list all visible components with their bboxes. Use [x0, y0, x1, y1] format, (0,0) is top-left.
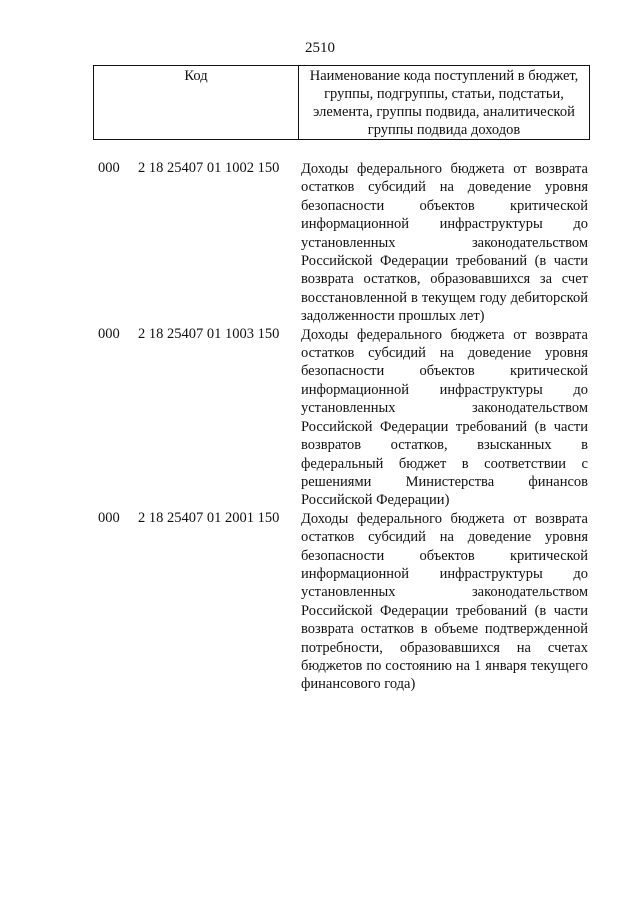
row-description: Доходы федерального бюджета от возврата остатков субсидий на доведение уровня безопасности объектов критической информационной инфраструктуры до установленных законодательством Российской Федерации требований (в части возвратов остатков, взысканных в федеральный бюджет в соответствии с решениями Министерства финансов Российской Федерации) [301, 326, 588, 509]
row-admin-code: 000 [98, 325, 120, 342]
row-income-code: 2 18 25407 01 1002 150 [138, 160, 280, 176]
row-admin-code: 000 [98, 509, 120, 526]
header-name-column: Наименование кода поступлений в бюджет, группы, подгруппы, статьи, подстатьи, элемента, группы подвида, аналитической группы подвида доходов [309, 68, 579, 138]
row-admin-code: 000 [98, 160, 120, 176]
table-header [93, 65, 590, 140]
table-row [0, 160, 640, 326]
row-income-code: 2 18 25407 01 2001 150 [138, 509, 280, 526]
table-row [0, 510, 640, 694]
row-income-code: 2 18 25407 01 1003 150 [138, 325, 280, 342]
header-code-column: Код [94, 66, 299, 139]
table-row [0, 326, 640, 510]
page-number: 2510 [305, 40, 335, 56]
row-description: Доходы федерального бюджета от возврата остатков субсидий на доведение уровня безопасности объектов критической информационной инфраструктуры до установленных законодательством Российской Федерации требований (в части возврата остатков, образовавшихся за счет восстановленной в текущем году дебиторской задолженности прошлых лет) [301, 161, 588, 325]
table-body [0, 160, 640, 694]
row-description: Доходы федерального бюджета от возврата остатков субсидий на доведение уровня безопасности объектов критической информационной инфраструктуры до установленных законодательством Российской Федерации требований (в части возврата остатков в объеме подтвержденной потребности, образовавшихся на счетах бюджетов по состоянию на 1 января текущего финансового года) [301, 510, 588, 693]
